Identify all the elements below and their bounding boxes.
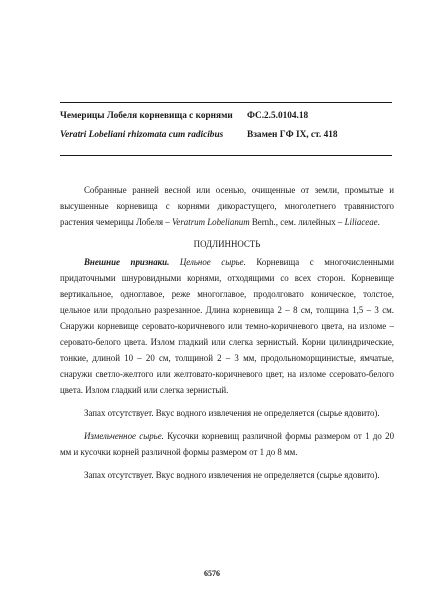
section-heading-authenticity: ПОДЛИННОСТЬ	[193, 239, 261, 249]
monograph-replaces: Взамен ГФ IX, ст. 418	[247, 130, 338, 140]
intro-text-c: .	[377, 217, 380, 227]
header-top-rule	[60, 102, 392, 103]
smell-taste-paragraph-2: Запах отсутствует. Вкус водного извлечения не определяется (сырье ядовито).	[84, 470, 380, 480]
intro-family: Liliaceae	[344, 217, 378, 227]
whole-material-text: Корневища с многочисленными придаточными шнуровидными корнями, отходящими со всех сторон. Корневище вертикальное, одноглавое, реже многоглавое, продолговато коническое, толстое, цельное или продольно разрезанное. Длина корневища 2 – 8 см, толщина 1,5 – 3 см. Снаружи корневище серовато-коричневого или темно-коричневого цвета, на изломе – серовато-белого цвета. Излом гладкий или слегка зернистый. Корни цилиндрические, тонкие, длиной 10 – 20 см, толщиной 2 – 3 мм, продольноморщинистые, ямчатые, снаружи светло-желтого или желтовато-коричневого цвет, на изломе ссеровато-белого цвета. Излом гладкий или слегка зернистый.	[60, 257, 394, 395]
monograph-latin-title: Veratri Lobeliani rhizomata cum radicibus	[60, 130, 224, 140]
smell-taste-paragraph-1: Запах отсутствует. Вкус водного извлечения не определяется (сырье ядовито).	[84, 408, 380, 418]
crushed-material-label: Измельченное сырье.	[84, 431, 164, 441]
monograph-body	[60, 182, 394, 483]
page-number: 6576	[204, 569, 220, 578]
monograph-code: ФС.2.5.0104.18	[247, 111, 309, 121]
whole-material-label: Цельное сырье.	[179, 257, 246, 267]
crushed-material-paragraph	[60, 428, 394, 460]
crushed-material-text: Кусочки корневищ различной формы размером от 1 до 20 мм и кусочки корней различной формы размером от 1 до 8 мм.	[60, 431, 395, 457]
intro-text-b: Bernh., сем. лилейных –	[249, 217, 345, 227]
intro-species: Veratrum Lobelianum	[171, 217, 250, 227]
external-features-label: Внешние признаки.	[84, 257, 170, 267]
intro-paragraph	[60, 182, 394, 230]
intro-text-a: Собранные ранней весной или осенью, очищенные от земли, промытые и высушенные корневища с корнями дикорастущего, многолетнего травянистого растения чемерицы Лобеля –	[60, 185, 394, 227]
external-features-paragraph	[60, 254, 394, 398]
monograph-title: Чемерицы Лобеля корневища с корнями	[60, 111, 233, 121]
header-bottom-rule	[60, 155, 392, 156]
